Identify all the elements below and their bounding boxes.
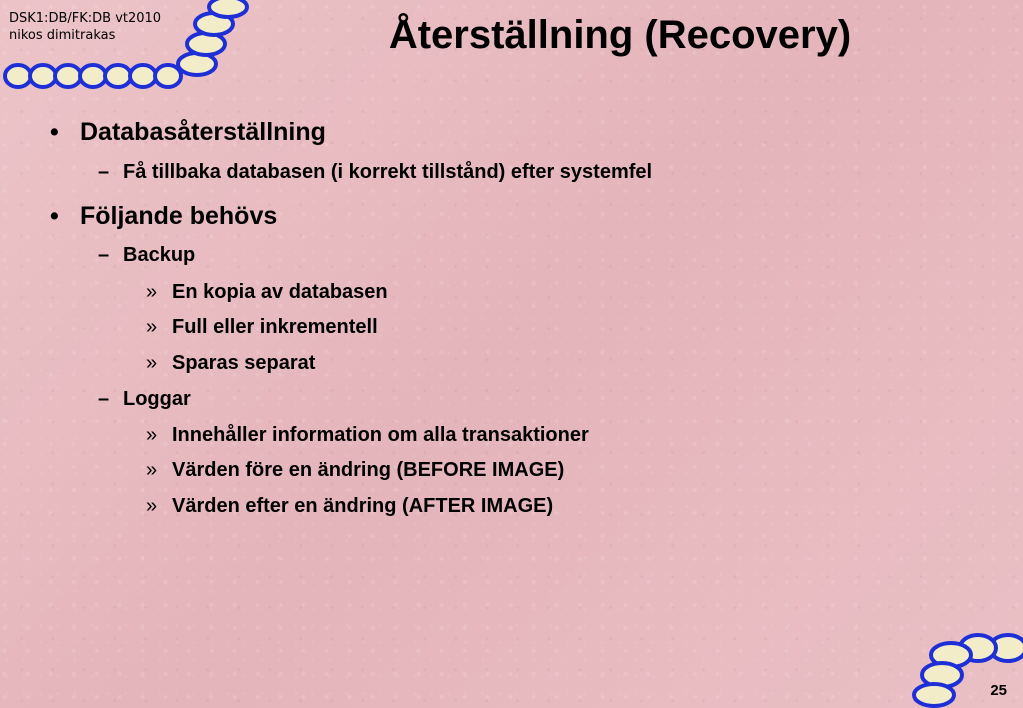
sub-sub-bullet-item [146,423,589,447]
bullet-item [50,201,277,231]
ring-shape [178,53,216,75]
dash-marker: – [98,244,110,266]
sub-sub-bullet-item [146,351,315,375]
chevron-marker: » [146,352,158,374]
bullet-text: Följande behövs [80,202,278,230]
sub-sub-bullet-text: Full eller inkrementell [172,316,378,338]
sub-sub-bullet-text: Värden före en ändring (BEFORE IMAGE) [172,459,565,481]
chevron-marker: » [146,459,158,481]
sub-sub-bullet-item [146,458,564,482]
ring-shape [187,33,225,55]
ring-shape [30,65,56,87]
author-label: nikos dimitrakas [9,28,116,43]
sub-sub-bullet-text: Innehåller information om alla transaktioner [172,424,589,446]
sub-sub-bullet-text: En kopia av databasen [172,281,388,303]
bullet-text: Databasåterställning [80,118,326,146]
chevron-marker: » [146,495,158,517]
course-label: DSK1:DB/FK:DB vt2010 [9,11,162,26]
chevron-marker: » [146,424,158,446]
ring-shape [130,65,156,87]
ring-shape [990,635,1023,661]
ring-shape [5,65,31,87]
sub-bullet-text: Loggar [123,388,191,410]
chevron-marker: » [146,316,158,338]
page-number: 25 [990,682,1007,699]
sub-sub-bullet-item [146,494,553,518]
chevron-marker: » [146,281,158,303]
ring-shape [960,635,996,661]
sub-bullet-item [98,160,652,184]
sub-bullet-text: Backup [123,244,196,266]
ring-shape [80,65,106,87]
ring-shape [931,643,971,667]
ring-shape [155,65,181,87]
bullet-marker: • [50,118,59,146]
ring-shape [922,663,962,687]
sub-sub-bullet-item [146,315,378,339]
slide-title: Återställning (Recovery) [388,13,852,57]
sub-sub-bullet-text: Värden efter en ändring (AFTER IMAGE) [172,495,554,517]
ring-shape [914,684,954,706]
dash-marker: – [98,388,110,410]
bullet-marker: • [50,202,59,230]
ring-shape [105,65,131,87]
ring-shape [55,65,81,87]
sub-bullet-item [98,243,195,267]
ring-shape [195,13,233,35]
sub-bullet-item [98,387,191,411]
sub-sub-bullet-text: Sparas separat [172,352,316,374]
sub-sub-bullet-item [146,280,388,304]
dash-marker: – [98,161,110,183]
bullet-item [50,117,326,147]
sub-bullet-text: Få tillbaka databasen (i korrekt tillstånd) efter systemfel [123,161,653,183]
